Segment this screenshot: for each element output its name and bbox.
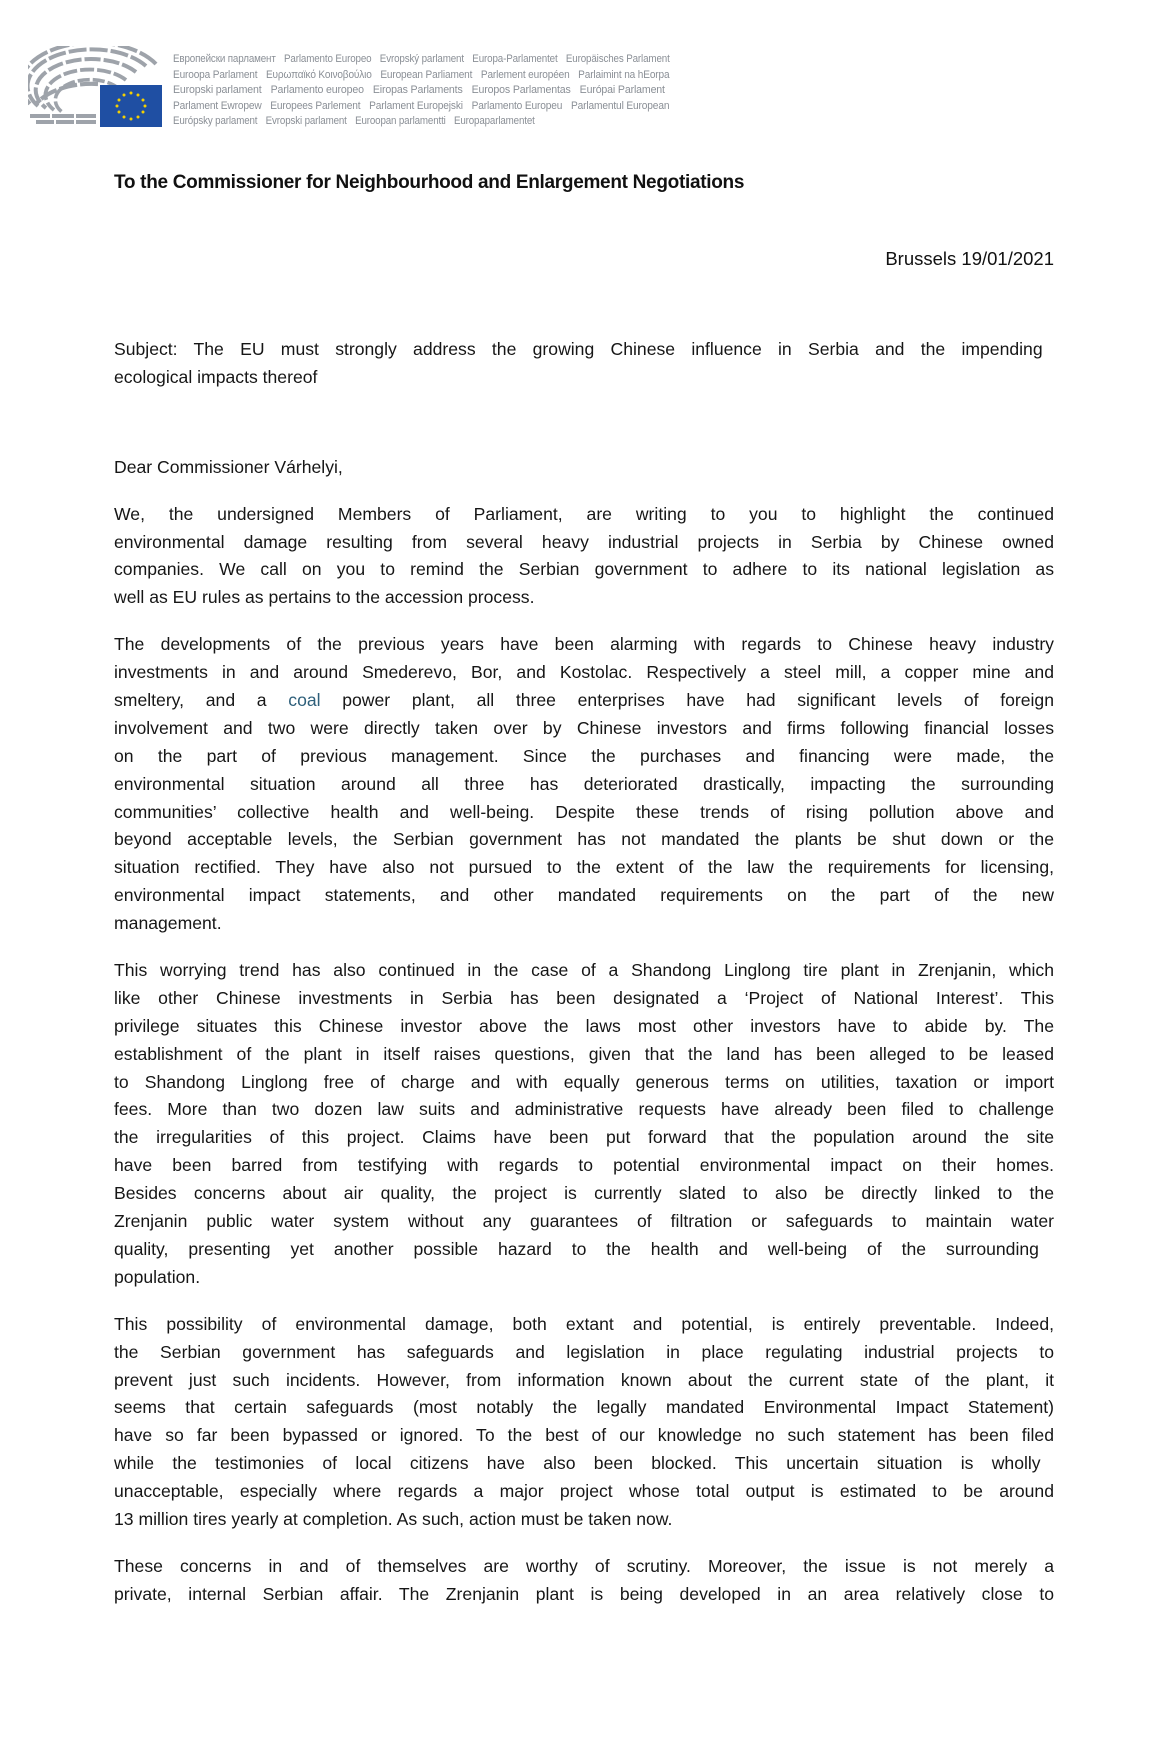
name-label: Parlamento Europeu: [471, 99, 563, 112]
text-line: Dear Commissioner Várhelyi,: [114, 456, 343, 477]
text-line: like other Chinese investments in Serbia has been designated a ‘Project of National Interest’. This: [114, 987, 1054, 1008]
letter-body: [114, 336, 1054, 1628]
highlighted-word-coal: coal: [288, 690, 321, 711]
salutation: [114, 454, 1054, 482]
text-line: private, internal Serbian affair. The Zrenjanin plant is being developed in an area relatively close to: [114, 1583, 1054, 1604]
text-line: We, the undersigned Members of Parliament, are writing to you to highlight the continued: [114, 503, 1054, 524]
text-line: on the part of previous management. Since the purchases and financing were made, the: [114, 745, 1054, 766]
name-label: Parlamento europeo: [270, 84, 364, 96]
name-label: Parlement européen: [480, 68, 570, 81]
names-row: [173, 114, 676, 130]
text-line: This worrying trend has also continued in the case of a Shandong Linglong tire plant in Zrenjanin, which: [114, 960, 1054, 981]
name-label: Parlamentul European: [570, 99, 670, 112]
text-line: well as EU rules as pertains to the accession process.: [114, 587, 535, 608]
name-label: Europäisches Parlament: [565, 53, 670, 65]
name-label: Eiropas Parlaments: [372, 84, 463, 96]
text-line: Subject: The EU must strongly address the growing Chinese influence in Serbia and the impending: [114, 339, 1043, 359]
paragraphs: [114, 501, 1054, 1609]
name-label: Europaparlamentet: [453, 115, 535, 127]
text-line: beyond acceptable levels, the Serbian government has not mandated the plants be shut down or the: [114, 829, 1054, 850]
body-paragraph: [114, 501, 1054, 613]
text-line: investments in and around Smederevo, Bor, and Kostolac. Respectively a steel mill, a copper mine and: [114, 662, 1054, 683]
place-date: Brussels 19/01/2021: [885, 248, 1054, 269]
names-row: [173, 99, 697, 115]
name-label: Európsky parlament: [173, 115, 258, 127]
name-label: Ευρωπαϊκό Κοινοβούλιο: [265, 68, 372, 81]
parliament-hemicycle-flag-icon: [28, 46, 164, 130]
text-line: Zrenjanin public water system without any guarantees of filtration or safeguards to maintain water: [114, 1211, 1054, 1232]
text-line: have so far been bypassed or ignored. To the best of our knowledge no such statement has been filed: [114, 1425, 1054, 1446]
text-line: Besides concerns about air quality, the project is currently slated to also be directly linked to the: [114, 1183, 1054, 1204]
text-line: ecological impacts thereof: [114, 366, 318, 387]
text-line: privilege situates this Chinese investor above the laws most other investors have to abide by. The: [114, 1015, 1054, 1036]
name-label: European Parliament: [380, 68, 473, 81]
name-label: Европейски парламент: [173, 53, 276, 65]
text-line: fees. More than two dozen law suits and administrative requests have already been filed to challenge: [114, 1099, 1054, 1120]
text-line: seems that certain safeguards (most notably the legally mandated Environmental Impact Statement): [114, 1397, 1054, 1418]
text-line: while the testimonies of local citizens have also been blocked. This uncertain situation is wholly: [114, 1453, 1041, 1474]
name-label: Europa-Parlamentet: [472, 53, 558, 65]
european-parliament-logo: [28, 46, 678, 136]
body-paragraph: [114, 1311, 1054, 1534]
name-label: Euroopan parlamentti: [355, 115, 446, 127]
name-label: Europos Parlamentas: [471, 84, 571, 96]
name-label: Evropski parlament: [265, 115, 347, 127]
text-line: unacceptable, especially where regards a major project whose total output is estimated to be around: [114, 1481, 1054, 1502]
text-line: These concerns in and of themselves are worthy of scrutiny. Moreover, the issue is not merely a: [114, 1555, 1054, 1576]
name-label: Európai Parlament: [579, 84, 665, 96]
eu-flag: [100, 85, 162, 127]
text-line: situation rectified. They have also not pursued to the extent of the law the requirements for licensing,: [114, 857, 1054, 878]
name-label: Parlaimint na hEorpa: [578, 68, 670, 81]
names-row: [173, 83, 719, 99]
name-label: Europski parlament: [173, 84, 262, 96]
text-line: This possibility of environmental damage, both extant and potential, is entirely preventable. Indeed,: [114, 1313, 1054, 1334]
text-line: companies. We call on you to remind the Serbian government to adhere to its national legislation as: [114, 559, 1054, 580]
text-line: communities’ collective health and well-being. Despite these trends of rising pollution above and: [114, 801, 1054, 822]
text-line: involvement and two were directly taken over by Chinese investors and firms following financial losses: [114, 717, 1054, 738]
text-line: quality, presenting yet another possible hazard to the health and well-being of the surrounding: [114, 1238, 1039, 1259]
subject-line: [114, 336, 1054, 392]
text-line: The developments of the previous years have been alarming with regards to Chinese heavy industry: [114, 634, 1054, 655]
text-line: 13 million tires yearly at completion. As such, action must be taken now.: [114, 1508, 673, 1529]
text-line: the Serbian government has safeguards and legislation in place regulating industrial projects to: [114, 1341, 1054, 1362]
text-line: the irregularities of this project. Claims have been put forward that the population around the site: [114, 1127, 1054, 1148]
text-line: environmental impact statements, and other mandated requirements on the part of the new: [114, 885, 1054, 906]
name-label: Parlament Ewropew: [173, 99, 262, 112]
names-row: [173, 68, 692, 84]
name-label: Evropský parlament: [379, 53, 464, 65]
body-paragraph: [114, 631, 1054, 938]
name-label: Euroopa Parlament: [173, 68, 258, 81]
body-paragraph: [114, 957, 1054, 1292]
name-label: Europees Parlement: [270, 99, 361, 112]
text-line: establishment of the plant in itself raises questions, given that the land has been alleged to be leased: [114, 1043, 1054, 1064]
name-label: Parlament Europejski: [369, 99, 463, 112]
text-line: to Shandong Linglong free of charge and with equally generous terms on utilities, taxation or import: [114, 1071, 1054, 1092]
text-line: environmental damage resulting from several heavy industrial projects in Serbia by Chinese owned: [114, 531, 1054, 552]
text-line: management.: [114, 913, 222, 934]
names-row: [173, 52, 678, 68]
body-paragraph: [114, 1553, 1054, 1609]
name-label: Parlamento Europeo: [284, 53, 372, 65]
parliament-names-block: [173, 52, 719, 130]
text-line: environmental situation around all three has deteriorated drastically, impacting the surrounding: [114, 773, 1054, 794]
text-line: smeltery, and a coal power plant, all three enterprises have had significant levels of foreign: [114, 690, 1054, 711]
text-line: prevent just such incidents. However, from information known about the current state of the plant, it: [114, 1369, 1054, 1390]
addressee-heading: To the Commissioner for Neighbourhood and Enlargement Negotiations: [114, 172, 745, 193]
text-line: have been barred from testifying with regards to potential environmental impact on their homes.: [114, 1155, 1054, 1176]
text-line: population.: [114, 1266, 201, 1287]
